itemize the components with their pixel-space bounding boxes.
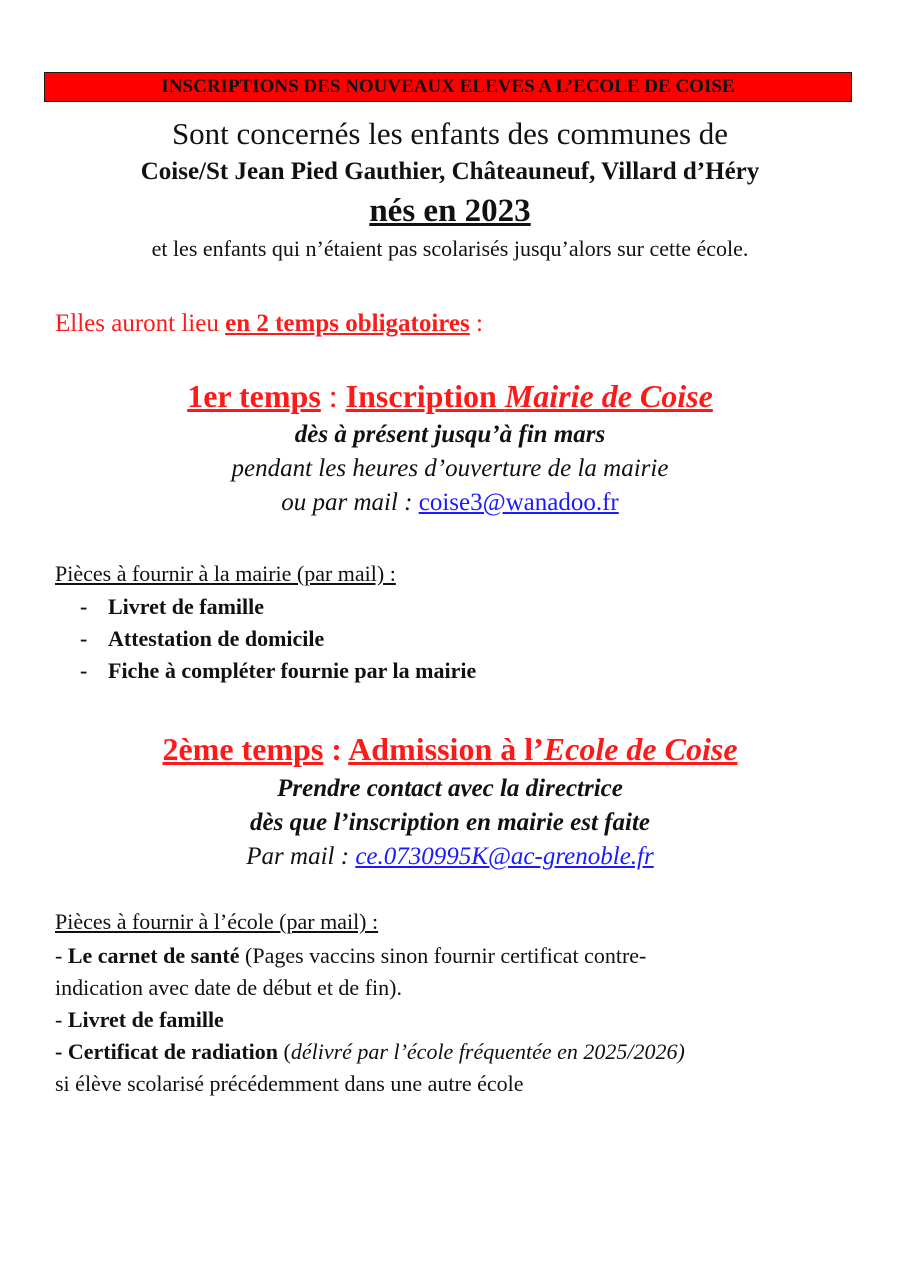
step1-docs-title: Pièces à fournir à la mairie (par mail) :	[55, 561, 396, 586]
step2-title	[348, 731, 737, 767]
timing-sentence	[55, 310, 483, 338]
step2-heading	[0, 731, 900, 768]
step1-title	[346, 378, 713, 414]
step1-sep: :	[320, 378, 346, 414]
list-item: - Attestation de domicile	[80, 626, 325, 651]
doc-health-book: Le carnet de santé	[67, 943, 240, 968]
doc-radiation: - Certificat de radiation	[55, 1039, 278, 1064]
list-item	[55, 1036, 855, 1068]
list-item	[55, 1068, 855, 1100]
doc-health-note: (Pages vaccins sinon fournir certificat contre-	[239, 943, 647, 968]
doc-radiation-paren: (	[278, 1039, 291, 1064]
step1-mail-prefix: ou par mail :	[281, 489, 419, 516]
step1-when: dès à présent jusqu’à fin mars	[294, 421, 606, 448]
step2-title-plain: Admission à l’	[348, 731, 544, 767]
intro-communes: Coise/St Jean Pied Gauthier, Châteauneuf, Villard d’Héry	[140, 158, 760, 185]
step1-mail-line	[0, 489, 900, 517]
list-item: - Livret de famille	[80, 594, 264, 619]
step1-mail-link[interactable]: coise3@wanadoo.fr	[418, 489, 619, 516]
timing-suffix: :	[469, 310, 483, 337]
step2-after: dès que l’inscription en mairie est faite	[250, 809, 650, 836]
step1-title-plain: Inscription	[345, 378, 505, 414]
step1-hours: pendant les heures d’ouverture de la mairie	[231, 455, 669, 482]
step1-docs-list	[80, 591, 476, 687]
step2-docs-list	[55, 940, 855, 1100]
intro-birth-year: nés en 2023	[369, 193, 531, 229]
list-item	[55, 972, 855, 1004]
step2-mail-line	[0, 843, 900, 871]
doc-radiation-cont: si élève scolarisé précédemment dans une autre école	[55, 1071, 524, 1096]
timing-prefix: Elles auront lieu	[55, 310, 226, 337]
doc-health-note-cont: indication avec date de début et de fin).	[55, 975, 402, 1000]
intro-line-4: et les enfants qui n’étaient pas scolarisés jusqu’alors sur cette école.	[151, 236, 749, 261]
step2-mail-link[interactable]: ce.0730995K@ac-grenoble.fr	[355, 843, 654, 870]
step2-title-italic: Ecole de Coise	[543, 731, 738, 767]
step1-heading	[0, 378, 900, 415]
list-item	[55, 940, 855, 972]
list-item	[55, 1004, 855, 1036]
doc-item-label: Attestation de domicile	[108, 626, 325, 651]
intro-line-1: Sont concernés les enfants des communes de	[171, 116, 729, 151]
doc-item-label: Fiche à compléter fournie par la mairie	[108, 658, 477, 683]
doc-dash: -	[55, 943, 68, 968]
step2-label: 2ème temps	[162, 731, 324, 767]
list-item: - Fiche à compléter fournie par la mairie	[80, 658, 477, 683]
step2-sep: :	[323, 731, 349, 767]
title-banner: INSCRIPTIONS DES NOUVEAUX ELEVES A L’ECOLE DE COISE	[44, 72, 852, 102]
step1-label: 1er temps	[187, 378, 321, 414]
step1-title-italic: Mairie de Coise	[504, 378, 713, 414]
doc-radiation-note: délivré par l’école fréquentée en 2025/2026)	[290, 1039, 685, 1064]
doc-item-label: Livret de famille	[108, 594, 264, 619]
step2-contact: Prendre contact avec la directrice	[277, 775, 623, 802]
step2-mail-prefix: Par mail :	[246, 843, 356, 870]
doc-dash: -	[55, 1007, 68, 1032]
doc-family-book: Livret de famille	[67, 1007, 224, 1032]
step2-docs-title: Pièces à fournir à l’école (par mail) :	[55, 909, 379, 934]
timing-emphasis: en 2 temps obligatoires	[225, 310, 470, 337]
